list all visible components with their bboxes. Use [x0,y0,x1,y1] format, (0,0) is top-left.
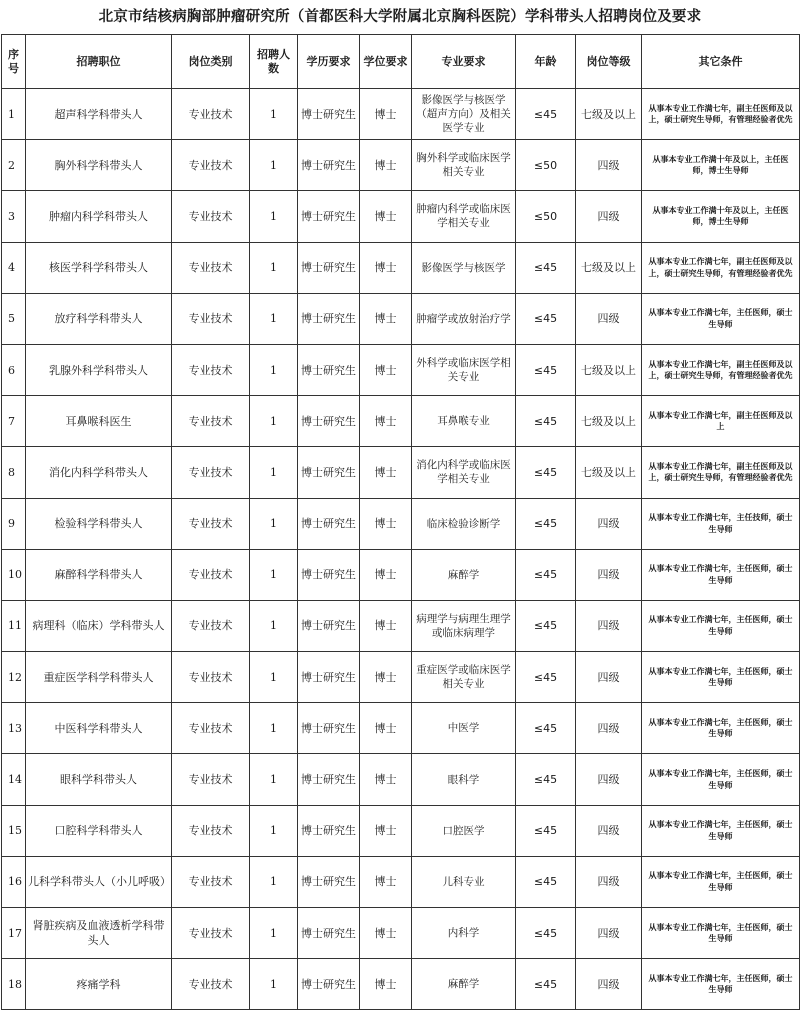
position-cell: 超声科学科带头人 [26,89,172,140]
degree-cell: 博士 [360,447,412,498]
age-cell: ≤45 [516,754,576,805]
conditions-cell: 从事本专业工作满七年，主任技师，硕士生导师 [642,498,800,549]
category-cell: 专业技术 [172,293,250,344]
conditions-cell: 从事本专业工作满七年，副主任医师及以上，硕士研究生导师，有管理经验者优先 [642,242,800,293]
conditions-cell: 从事本专业工作满七年，主任医师，硕士生导师 [642,959,800,1010]
level-cell: 四级 [576,959,642,1010]
education-cell: 博士研究生 [298,856,360,907]
degree-cell: 博士 [360,293,412,344]
education-cell: 博士研究生 [298,908,360,959]
header-level: 岗位等级 [576,35,642,89]
major-cell: 病理学与病理生理学或临床病理学 [412,600,516,651]
position-cell: 中医科学科带头人 [26,703,172,754]
row-number: 18 [2,959,26,1010]
major-cell: 麻醉学 [412,959,516,1010]
education-cell: 博士研究生 [298,652,360,703]
degree-cell: 博士 [360,908,412,959]
table-row [2,600,800,651]
degree-cell: 博士 [360,549,412,600]
row-number: 10 [2,549,26,600]
category-cell: 专业技术 [172,498,250,549]
table-row [2,293,800,344]
count-cell: 1 [250,498,298,549]
education-cell: 博士研究生 [298,703,360,754]
position-cell: 重症医学科学科带头人 [26,652,172,703]
position-cell: 耳鼻喉科医生 [26,396,172,447]
degree-cell: 博士 [360,703,412,754]
row-number: 4 [2,242,26,293]
row-number: 6 [2,344,26,395]
row-number: 14 [2,754,26,805]
degree-cell: 博士 [360,140,412,191]
table-row [2,140,800,191]
age-cell: ≤45 [516,549,576,600]
count-cell: 1 [250,447,298,498]
level-cell: 四级 [576,498,642,549]
age-cell: ≤45 [516,89,576,140]
row-number: 13 [2,703,26,754]
major-cell: 胸外科学或临床医学相关专业 [412,140,516,191]
conditions-cell: 从事本专业工作满十年及以上，主任医师，博士生导师 [642,140,800,191]
table-row [2,191,800,242]
conditions-cell: 从事本专业工作满七年，主任医师，硕士生导师 [642,908,800,959]
education-cell: 博士研究生 [298,293,360,344]
count-cell: 1 [250,344,298,395]
major-cell: 口腔医学 [412,805,516,856]
level-cell: 七级及以上 [576,89,642,140]
row-number: 3 [2,191,26,242]
level-cell: 四级 [576,908,642,959]
table-row [2,908,800,959]
header-age: 年龄 [516,35,576,89]
table-header [2,35,800,89]
recruitment-table [1,34,800,1010]
table-row [2,754,800,805]
count-cell: 1 [250,652,298,703]
age-cell: ≤45 [516,447,576,498]
count-cell: 1 [250,959,298,1010]
major-cell: 麻醉学 [412,549,516,600]
degree-cell: 博士 [360,396,412,447]
degree-cell: 博士 [360,498,412,549]
major-cell: 肿瘤内科学或临床医学相关专业 [412,191,516,242]
header-category: 岗位类别 [172,35,250,89]
age-cell: ≤50 [516,191,576,242]
header-position: 招聘职位 [26,35,172,89]
major-cell: 重症医学或临床医学相关专业 [412,652,516,703]
position-cell: 肾脏疾病及血液透析学科带头人 [26,908,172,959]
conditions-cell: 从事本专业工作满七年，主任医师，硕士生导师 [642,754,800,805]
degree-cell: 博士 [360,600,412,651]
education-cell: 博士研究生 [298,754,360,805]
count-cell: 1 [250,396,298,447]
category-cell: 专业技术 [172,703,250,754]
level-cell: 四级 [576,754,642,805]
degree-cell: 博士 [360,805,412,856]
major-cell: 眼科学 [412,754,516,805]
category-cell: 专业技术 [172,447,250,498]
position-cell: 检验科学科带头人 [26,498,172,549]
header-no: 序号 [2,35,26,89]
category-cell: 专业技术 [172,856,250,907]
conditions-cell: 从事本专业工作满七年，主任医师，硕士生导师 [642,293,800,344]
age-cell: ≤45 [516,293,576,344]
conditions-cell: 从事本专业工作满七年，副主任医师及以上，硕士研究生导师，有管理经验者优先 [642,344,800,395]
category-cell: 专业技术 [172,600,250,651]
position-cell: 胸外科学科带头人 [26,140,172,191]
category-cell: 专业技术 [172,754,250,805]
education-cell: 博士研究生 [298,447,360,498]
age-cell: ≤45 [516,703,576,754]
header-education: 学历要求 [298,35,360,89]
level-cell: 七级及以上 [576,242,642,293]
position-cell: 麻醉科学科带头人 [26,549,172,600]
age-cell: ≤50 [516,140,576,191]
category-cell: 专业技术 [172,242,250,293]
row-number: 15 [2,805,26,856]
conditions-cell: 从事本专业工作满七年，主任医师，硕士生导师 [642,600,800,651]
age-cell: ≤45 [516,805,576,856]
education-cell: 博士研究生 [298,344,360,395]
position-cell: 消化内科学科带头人 [26,447,172,498]
category-cell: 专业技术 [172,89,250,140]
level-cell: 七级及以上 [576,396,642,447]
header-conditions: 其它条件 [642,35,800,89]
degree-cell: 博士 [360,959,412,1010]
count-cell: 1 [250,242,298,293]
header-row [2,35,800,89]
age-cell: ≤45 [516,908,576,959]
count-cell: 1 [250,140,298,191]
education-cell: 博士研究生 [298,805,360,856]
education-cell: 博士研究生 [298,959,360,1010]
count-cell: 1 [250,600,298,651]
conditions-cell: 从事本专业工作满七年，副主任医师及以上，硕士研究生导师，有管理经验者优先 [642,447,800,498]
row-number: 17 [2,908,26,959]
count-cell: 1 [250,293,298,344]
age-cell: ≤45 [516,600,576,651]
category-cell: 专业技术 [172,805,250,856]
position-cell: 乳腺外科学科带头人 [26,344,172,395]
table-row [2,447,800,498]
major-cell: 中医学 [412,703,516,754]
degree-cell: 博士 [360,89,412,140]
table-row [2,89,800,140]
education-cell: 博士研究生 [298,396,360,447]
position-cell: 肿瘤内科学科带头人 [26,191,172,242]
row-number: 5 [2,293,26,344]
row-number: 11 [2,600,26,651]
level-cell: 四级 [576,549,642,600]
level-cell: 四级 [576,140,642,191]
category-cell: 专业技术 [172,344,250,395]
category-cell: 专业技术 [172,549,250,600]
education-cell: 博士研究生 [298,140,360,191]
education-cell: 博士研究生 [298,549,360,600]
table-row [2,242,800,293]
category-cell: 专业技术 [172,140,250,191]
table-row [2,549,800,600]
row-number: 16 [2,856,26,907]
degree-cell: 博士 [360,754,412,805]
age-cell: ≤45 [516,344,576,395]
conditions-cell: 从事本专业工作满七年，主任医师，硕士生导师 [642,652,800,703]
header-count: 招聘人数 [250,35,298,89]
conditions-cell: 从事本专业工作满七年，主任医师，硕士生导师 [642,856,800,907]
conditions-cell: 从事本专业工作满七年，主任医师，硕士生导师 [642,805,800,856]
degree-cell: 博士 [360,344,412,395]
count-cell: 1 [250,89,298,140]
position-cell: 口腔科学科带头人 [26,805,172,856]
education-cell: 博士研究生 [298,89,360,140]
major-cell: 影像医学与核医学 [412,242,516,293]
position-cell: 核医学科学科带头人 [26,242,172,293]
category-cell: 专业技术 [172,959,250,1010]
level-cell: 四级 [576,191,642,242]
row-number: 8 [2,447,26,498]
row-number: 2 [2,140,26,191]
age-cell: ≤45 [516,396,576,447]
position-cell: 疼痛学科 [26,959,172,1010]
education-cell: 博士研究生 [298,242,360,293]
position-cell: 病理科（临床）学科带头人 [26,600,172,651]
major-cell: 耳鼻喉专业 [412,396,516,447]
degree-cell: 博士 [360,242,412,293]
age-cell: ≤45 [516,242,576,293]
conditions-cell: 从事本专业工作满七年，副主任医师及以上 [642,396,800,447]
table-body [2,89,800,1010]
conditions-cell: 从事本专业工作满七年，主任医师，硕士生导师 [642,703,800,754]
position-cell: 儿科学科带头人（小儿呼吸） [26,856,172,907]
level-cell: 四级 [576,805,642,856]
header-major: 专业要求 [412,35,516,89]
conditions-cell: 从事本专业工作满七年，主任医师，硕士生导师 [642,549,800,600]
header-degree: 学位要求 [360,35,412,89]
degree-cell: 博士 [360,191,412,242]
table-row [2,652,800,703]
count-cell: 1 [250,856,298,907]
table-row [2,703,800,754]
age-cell: ≤45 [516,856,576,907]
major-cell: 外科学或临床医学相关专业 [412,344,516,395]
row-number: 12 [2,652,26,703]
level-cell: 七级及以上 [576,344,642,395]
level-cell: 四级 [576,600,642,651]
age-cell: ≤45 [516,959,576,1010]
conditions-cell: 从事本专业工作满七年，副主任医师及以上，硕士研究生导师，有管理经验者优先 [642,89,800,140]
table-row [2,498,800,549]
age-cell: ≤45 [516,652,576,703]
level-cell: 七级及以上 [576,447,642,498]
education-cell: 博士研究生 [298,191,360,242]
level-cell: 四级 [576,856,642,907]
table-row [2,805,800,856]
table-row [2,959,800,1010]
page-title: 北京市结核病胸部肿瘤研究所（首都医科大学附属北京胸科医院）学科带头人招聘岗位及要求 [98,8,702,25]
major-cell: 儿科专业 [412,856,516,907]
count-cell: 1 [250,805,298,856]
level-cell: 四级 [576,652,642,703]
count-cell: 1 [250,191,298,242]
count-cell: 1 [250,703,298,754]
major-cell: 内科学 [412,908,516,959]
major-cell: 肿瘤学或放射治疗学 [412,293,516,344]
conditions-cell: 从事本专业工作满十年及以上，主任医师，博士生导师 [642,191,800,242]
table-row [2,396,800,447]
table-row [2,344,800,395]
major-cell: 临床检验诊断学 [412,498,516,549]
degree-cell: 博士 [360,652,412,703]
level-cell: 四级 [576,293,642,344]
category-cell: 专业技术 [172,908,250,959]
row-number: 9 [2,498,26,549]
education-cell: 博士研究生 [298,600,360,651]
count-cell: 1 [250,549,298,600]
position-cell: 放疗科学科带头人 [26,293,172,344]
category-cell: 专业技术 [172,191,250,242]
major-cell: 影像医学与核医学（超声方向）及相关医学专业 [412,89,516,140]
age-cell: ≤45 [516,498,576,549]
row-number: 7 [2,396,26,447]
level-cell: 四级 [576,703,642,754]
position-cell: 眼科学科带头人 [26,754,172,805]
degree-cell: 博士 [360,856,412,907]
major-cell: 消化内科学或临床医学相关专业 [412,447,516,498]
count-cell: 1 [250,754,298,805]
education-cell: 博士研究生 [298,498,360,549]
category-cell: 专业技术 [172,652,250,703]
category-cell: 专业技术 [172,396,250,447]
row-number: 1 [2,89,26,140]
count-cell: 1 [250,908,298,959]
table-row [2,856,800,907]
